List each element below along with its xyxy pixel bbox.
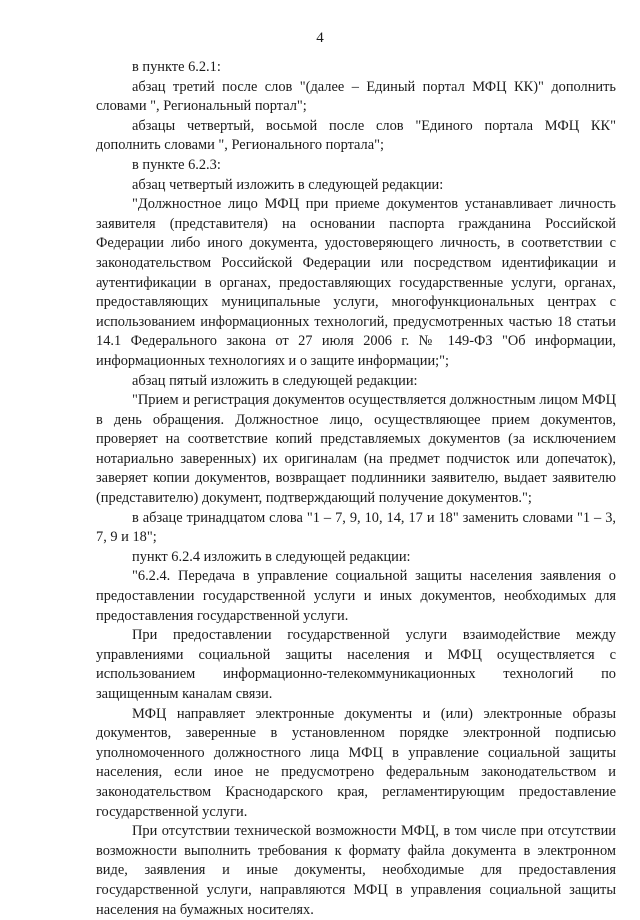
paragraph-quote-identity: "Должностное лицо МФЦ при приеме документов устанавливает личность заявителя (представителя) на основании паспорта гражданина Российской Федерации либо иного документа, удостоверяющего личность, в соответствии с законодательством Российской Федерации или посредством идентификации и аутентификации в органах, предоставляющих государственные услуги, органах, предоставляющих муниципальные услуги, многофункциональных центрах с использованием информационных технологий, предусмотренных частью 18 статьи 14.1 Федерального закона от 27 июля 2006 г. № 149-ФЗ "Об информации, информационных технологиях и о защите информации;"; <box>96 196 616 369</box>
paragraph-no-technical: При отсутствии технической возможности МФЦ, в том числе при отсутствии возможности выполнить требования к формату файла документа в электронном виде, заявления и иные документы, необходимые для предоставления государственной услуги, направляются МФЦ в управления социальной защиты населения на бумажных носителях. <box>96 823 616 918</box>
paragraph-quote-registration: "Прием и регистрация документов осуществляется должностным лицом МФЦ в день обращения. Должностное лицо, осуществляющее прием документов, проверяет на соответствие копий представляемых документов (за исключением нотариально заверенных) их оригиналам (на предмет подчисток или допечаток), заверяет копии документов, возвращает подлинники заявителю, выдает заявителю (представителю) документ, подтверждающий получение документов."; <box>96 392 616 507</box>
document-body <box>96 58 616 920</box>
paragraph-abzac-pyatyy: абзац пятый изложить в следующей редакции: <box>132 372 418 389</box>
paragraph-abzacy-chetvertyy-vosmoy: абзацы четвертый, восьмой после слов "Единого портала МФЦ КК" дополнить словами ", Регионального портала"; <box>96 117 616 154</box>
paragraph-mfc-electronic: МФЦ направляет электронные документы и (или) электронные образы документов, заверенные в установленном порядке электронной подписью уполномоченного должностного лица МФЦ в управление социальной защиты населения, если иное не предусмотрено федеральным законодательством и законодательством Краснодарского края, регламентирующим предоставление государственной услуги. <box>96 705 616 820</box>
paragraph-abzac-tretiy: абзац третий после слов "(далее – Единый портал МФЦ КК)" дополнить словами ", Региональный портал"; <box>96 78 616 115</box>
paragraph-item-6-2-3: в пункте 6.2.3: <box>132 156 221 173</box>
paragraph-item-6-2-1: в пункте 6.2.1: <box>132 59 221 75</box>
paragraph-item-6-2-4: пункт 6.2.4 изложить в следующей редакции: <box>132 548 411 565</box>
paragraph-abzac-chetvertyy: абзац четвертый изложить в следующей редакции: <box>132 176 444 193</box>
paragraph-interaction: При предоставлении государственной услуги взаимодействие между управлениями социальной защиты населения и МФЦ осуществляется с использованием информационно-телекоммуникационных технологий по защищенным каналам связи. <box>96 627 616 702</box>
page-number: 4 <box>316 30 324 46</box>
paragraph-quote-6-2-4: "6.2.4. Передача в управление социальной защиты населения заявления о предоставлении государственной услуги и иных документов, необходимых для предоставления государственной услуги. <box>96 568 616 624</box>
paragraph-abzac-trinadcatyy: в абзаце тринадцатом слова "1 – 7, 9, 10, 14, 17 и 18" заменить словами "1 – 3, 7, 9 и 18"; <box>96 509 616 546</box>
